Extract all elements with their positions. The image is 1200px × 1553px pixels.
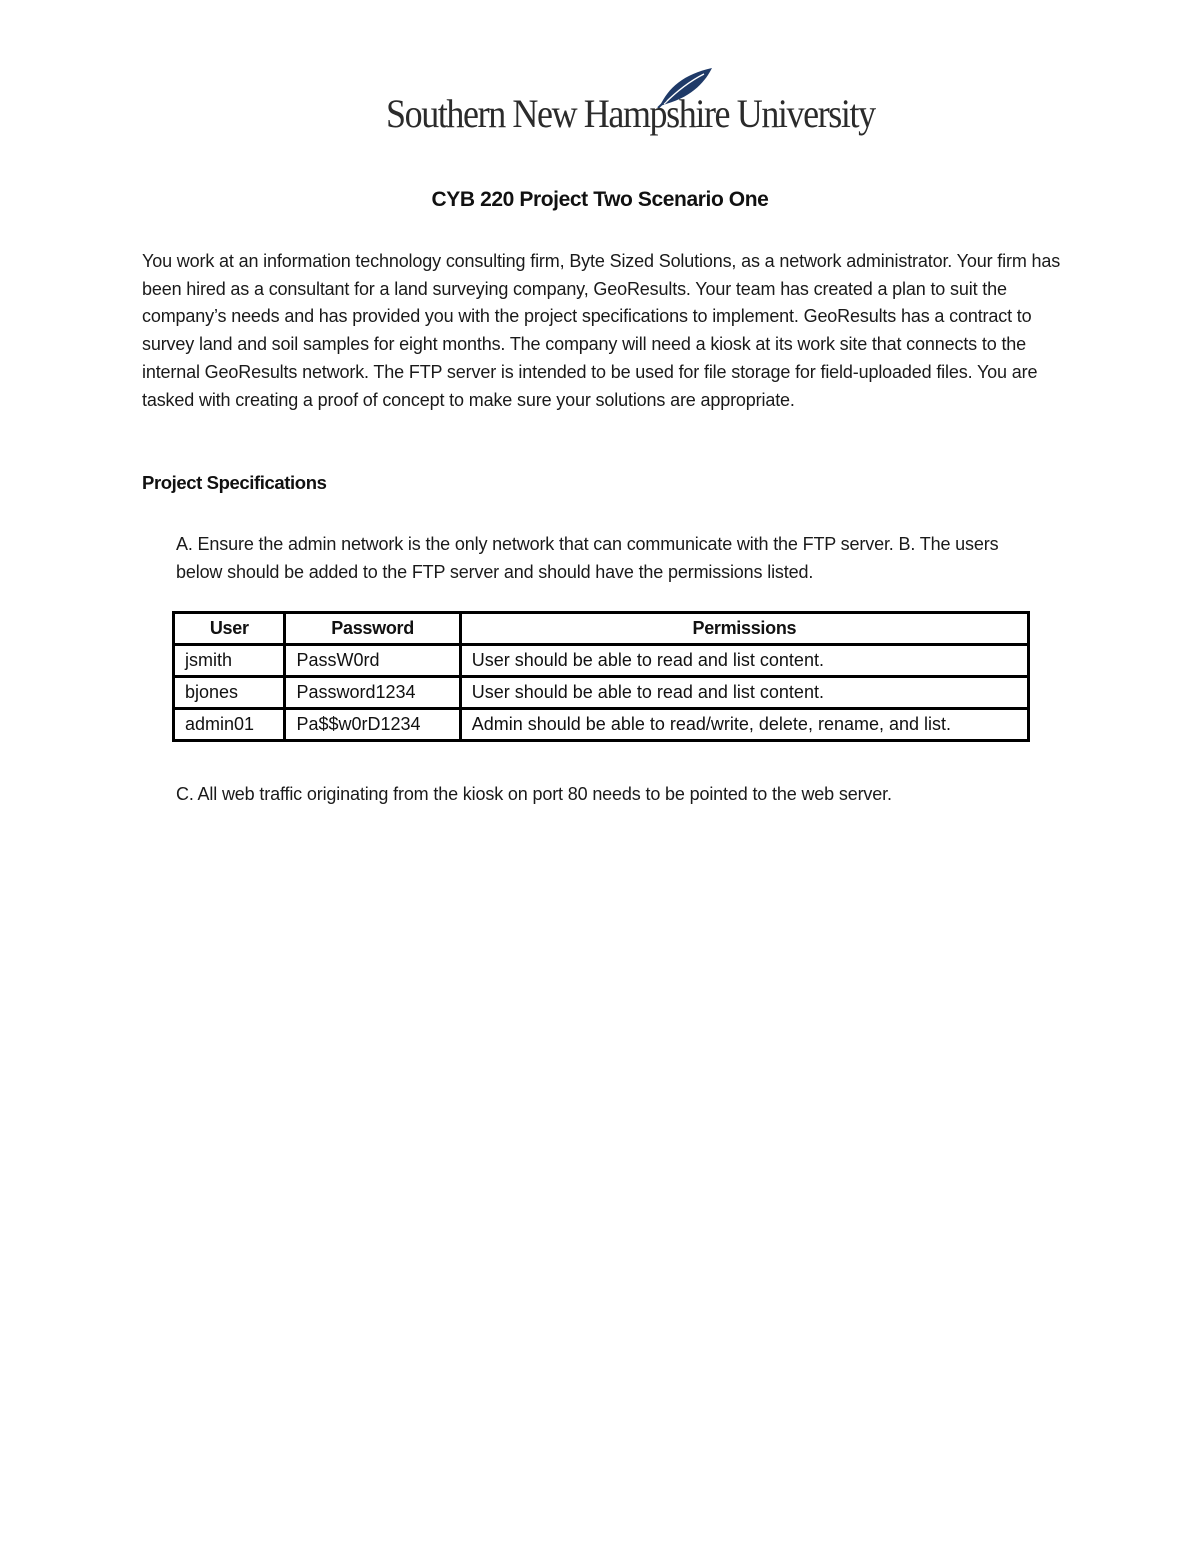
cell-password: Password1234 (285, 677, 460, 709)
table-header-row (174, 613, 1029, 645)
cell-permissions: User should be able to read and list content. (460, 645, 1028, 677)
cell-permissions: User should be able to read and list content. (460, 677, 1028, 709)
intro-paragraph: You work at an information technology consulting firm, Byte Sized Solutions, as a network administrator. Your firm has been hired as a consultant for a land surveying company, GeoResults. Your team has created a plan to suit the company’s needs and has provided you with the project specifications to implement. GeoResults has a contract to survey land and soil samples for eight months. The company will need a kiosk at its work site that connects to the internal GeoResults network. The FTP server is intended to be used for file storage for field-uploaded files. You are tasked with creating a proof of concept to make sure your solutions are appropriate. (142, 251, 1061, 410)
section-heading: Project Specifications (142, 472, 327, 493)
logo-wordmark: Southern New Hampshire University (386, 91, 875, 136)
cell-password: PassW0rd (285, 645, 460, 677)
university-logo (386, 66, 875, 138)
document-title: CYB 220 Project Two Scenario One (431, 188, 769, 211)
cell-user: jsmith (174, 645, 285, 677)
cell-permissions: Admin should be able to read/write, delete, rename, and list. (460, 709, 1028, 741)
cell-password: Pa$$w0rD1234 (285, 709, 460, 741)
table-row (174, 645, 1029, 677)
table-row (174, 677, 1029, 709)
users-table (172, 611, 1030, 742)
cell-user: bjones (174, 677, 285, 709)
spec-c-paragraph: C. All web traffic originating from the kiosk on port 80 needs to be pointed to the web server. (176, 784, 892, 804)
spec-ab-paragraph: A. Ensure the admin network is the only network that can communicate with the FTP server. B. The users below should be added to the FTP server and should have the permissions listed. (176, 534, 999, 582)
cell-user: admin01 (174, 709, 285, 741)
table-row (174, 709, 1029, 741)
header-password: Password (285, 613, 460, 645)
header-user: User (174, 613, 285, 645)
header-permissions: Permissions (460, 613, 1028, 645)
